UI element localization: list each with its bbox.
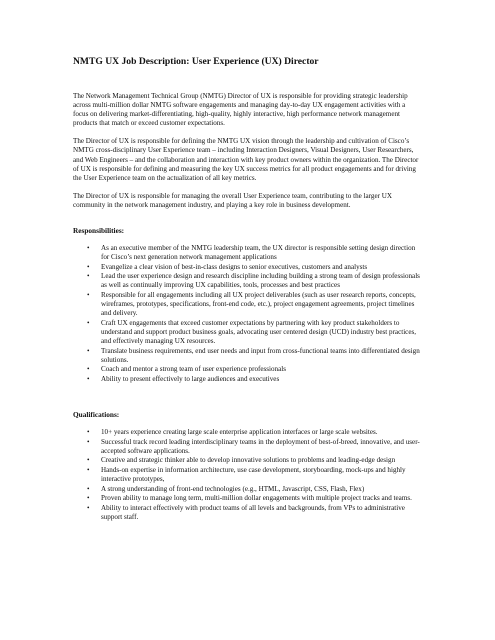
qualifications-list — [73, 428, 422, 522]
list-item: • Ability to interact effectively with product teams of all levels and backgrounds, from VPs to administrative support staff. — [101, 504, 422, 522]
qualifications-heading: Qualifications: — [73, 409, 120, 419]
list-item: • As an executive member of the NMTG leadership team, the UX director is responsible setting design direction for Cisco’s next generation network management applications — [101, 244, 422, 262]
list-item: • Responsible for all engagements including all UX project deliverables (such as user research reports, concepts, wireframes, prototypes, specifications, front-end code, etc.), project engagement agreements, project timelines and delivery. — [101, 291, 422, 318]
vision-paragraph: The Director of UX is responsible for defining the NMTG UX vision through the leadership and cultivation of Cisco’s NMTG cross-disciplinary User Experience team – including Interaction Designers, Visual Designers, User Researchers, and Web Engineers – and the collaboration and interaction with key product owners within the organization. The Director of UX is responsible for defining and measuring the key UX success metrics for all product engagements and for driving the User Experience team on the actualization of all key metrics. — [73, 137, 419, 182]
list-item: • Hands-on expertise in information architecture, use case development, storyboarding, mock-ups and highly interactive prototypes, — [101, 466, 422, 484]
intro-paragraph: The Network Management Technical Group (NMTG) Director of UX is responsible for providing strategic leadership across multi-million dollar NMTG software engagements and managing day-to-day UX engagement activities with a focus on delivering market-differentiating, high-quality, highly interactive, high performance network management products that match or exceed customer expectations. — [73, 92, 408, 128]
responsibilities-heading: Responsibilities: — [73, 226, 125, 236]
list-item: • Lead the user experience design and research discipline including building a strong team of design professionals as well as continually improving UX capabilities, tools, processes and best practices — [101, 272, 422, 290]
responsibilities-list — [73, 244, 422, 384]
list-item: • Proven ability to manage long term, multi-million dollar engagements with multiple project tracks and teams. — [101, 494, 422, 503]
page-title: NMTG UX Job Description: User Experience (UX) Director — [73, 56, 319, 67]
list-item: • A strong understanding of front-end technologies (e.g., HTML, Javascript, CSS, Flash, Flex) — [101, 485, 422, 494]
list-item: • Ability to present effectively to large audiences and executives — [101, 375, 422, 384]
list-item: • Evangelize a clear vision of best-in-class designs to senior executives, customers and analysts — [101, 263, 422, 272]
list-item: • Translate business requirements, end user needs and input from cross-functional teams into differentiated design solutions. — [101, 347, 422, 365]
list-item: • Coach and mentor a strong team of user experience professionals — [101, 365, 422, 374]
list-item: • 10+ years experience creating large scale enterprise application interfaces or large scale websites. — [101, 428, 422, 437]
list-item: • Creative and strategic thinker able to develop innovative solutions to problems and leading-edge design — [101, 456, 422, 465]
management-paragraph: The Director of UX is responsible for managing the overall User Experience team, contributing to the larger UX community in the network management industry, and playing a key role in business development. — [73, 191, 392, 209]
list-item: • Craft UX engagements that exceed customer expectations by partnering with key product stakeholders to understand and support product business goals, advocating user centered design (UCD) industry best practices, and effectively managing UX resources. — [101, 319, 422, 346]
list-item: • Successful track record leading interdisciplinary teams in the deployment of best-of-breed, innovative, and user-accepted software applications. — [101, 438, 422, 456]
